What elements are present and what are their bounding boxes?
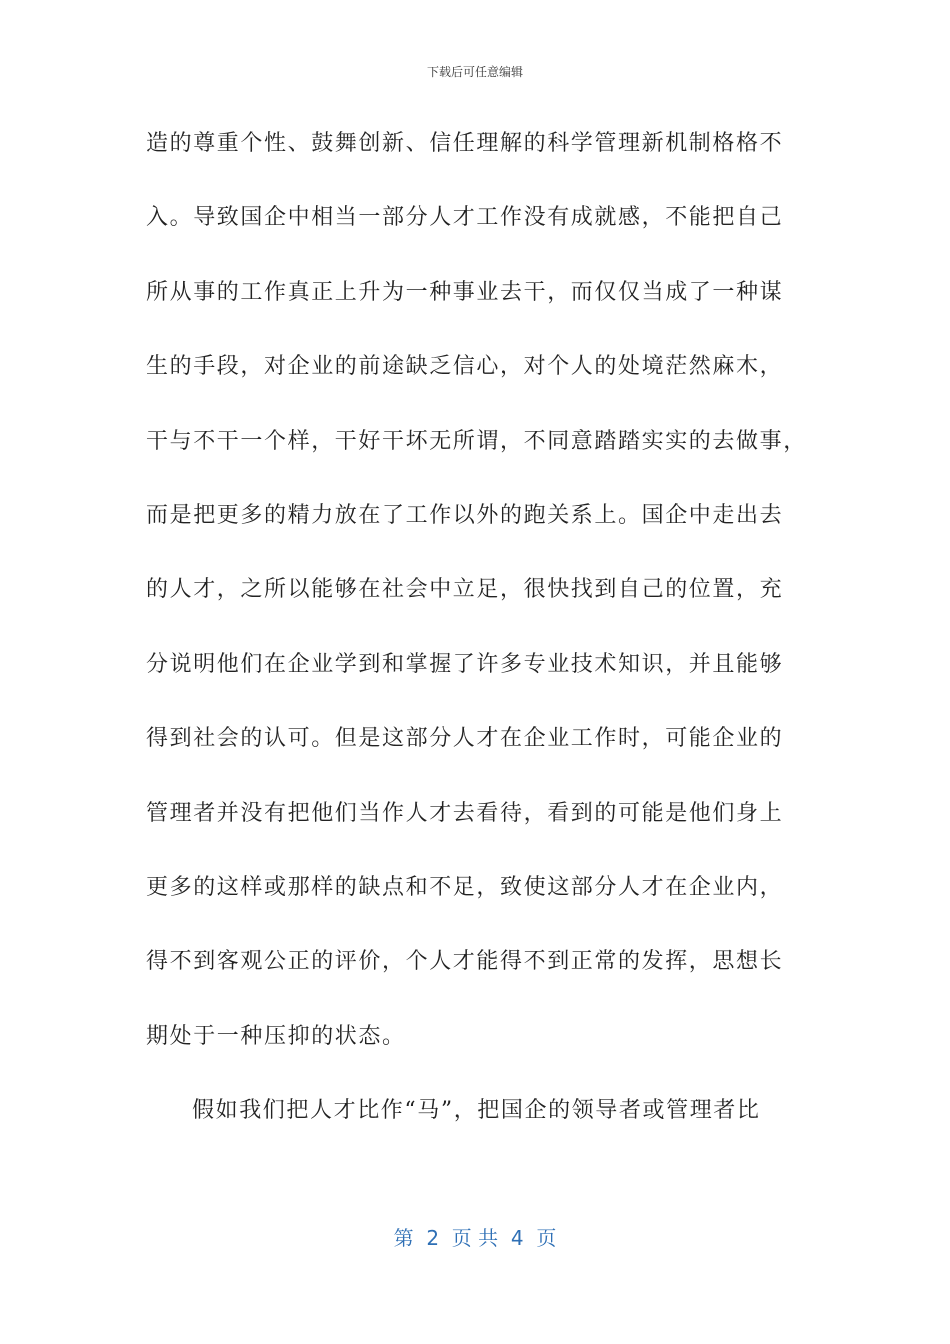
body-line: 分说明他们在企业学到和掌握了许多专业技术知识，并且能够 [146,651,784,677]
body-line: 造的尊重个性、鼓舞创新、信任理解的科学管理新机制格格不 [146,131,784,156]
page-number: 第 2 页 共 4 页 [393,1226,557,1250]
body-line: 而是把更多的精力放在了工作以外的跑关系上。国企中走出去 [146,502,784,528]
body-line: 得不到客观公正的评价，个人才能得不到正常的发挥，思想长 [146,949,784,975]
body-line: 的人才，之所以能够在社会中立足，很快找到自己的位置，充 [146,577,784,603]
page-header: 下载后可任意编辑 [426,65,523,79]
body-line: 入。导致国企中相当一部分人才工作没有成就感，不能把自己 [146,205,784,231]
paragraph-first-line: 假如我们把人才比作“马”，把国企的领导者或管理者比 [192,1098,761,1124]
body-line: 管理者并没有把他们当作人才去看待，看到的可能是他们身上 [146,800,784,826]
body-line: 更多的这样或那样的缺点和不足，致使这部分人才在企业内， [146,874,784,900]
body-line: 干与不干一个样，干好干坏无所谓，不同意踏踏实实的去做事， [146,428,807,454]
body-line: 期处于一种压抑的状态。 [146,1023,406,1049]
body-line: 所从事的工作真正上升为一种事业去干，而仅仅当成了一种谋 [146,279,784,305]
document-body [146,122,810,1163]
body-line: 得到社会的认可。但是这部分人才在企业工作时，可能企业的 [146,726,784,752]
body-line: 生的手段，对企业的前途缺乏信心，对个人的处境茫然麻木， [146,354,784,380]
